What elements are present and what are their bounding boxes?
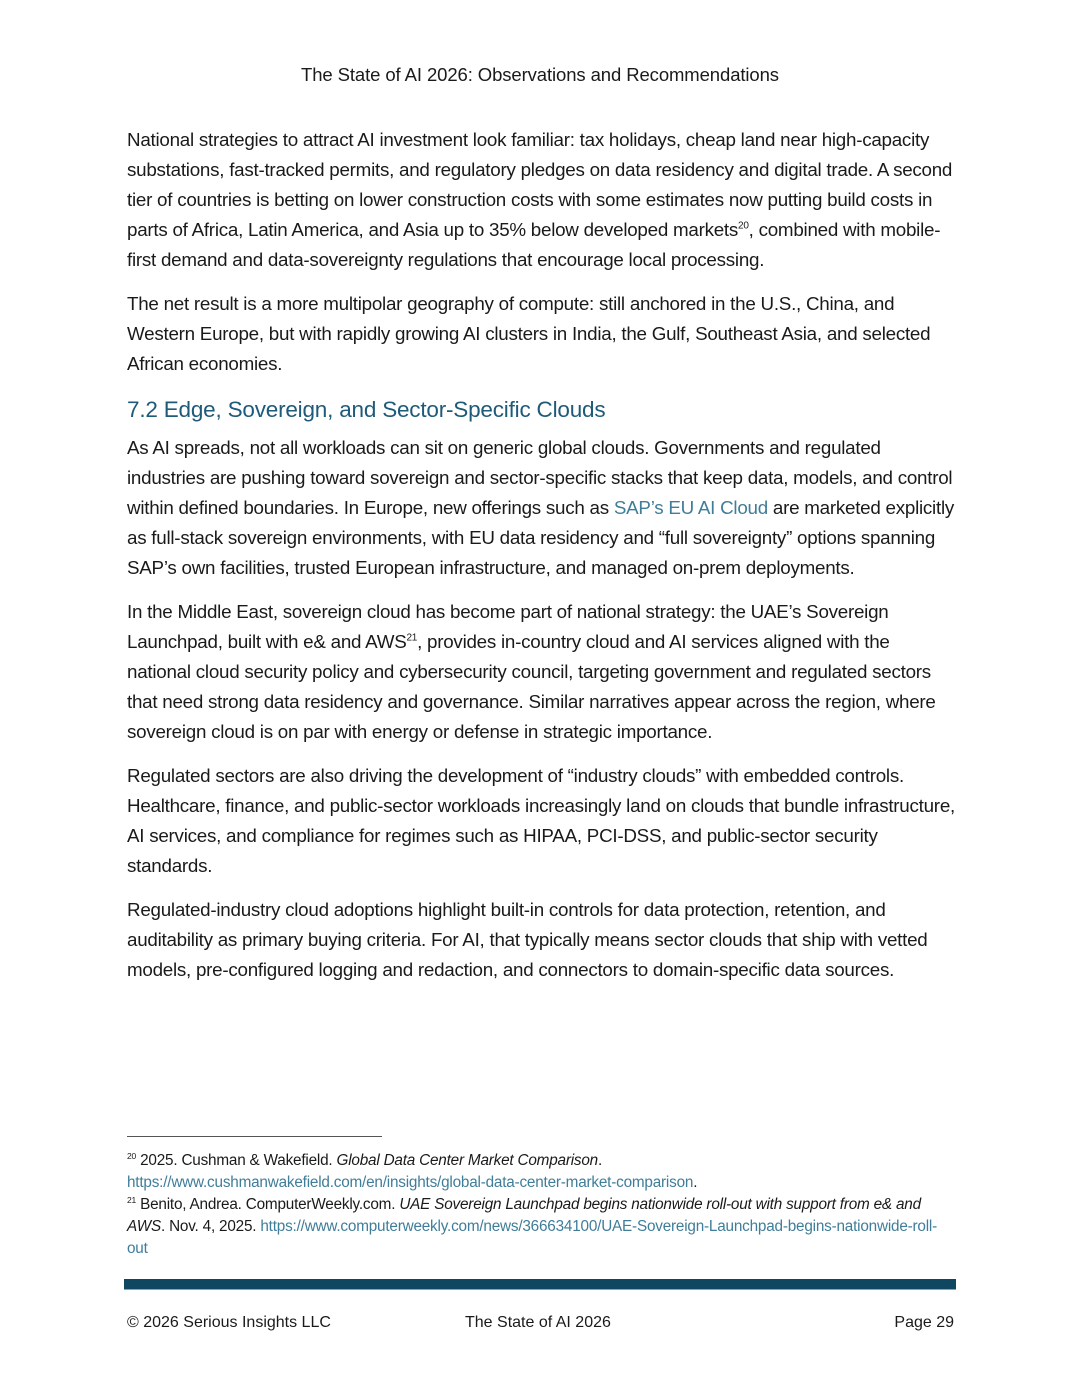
- footnote-title: UAE Sovereign Launchpad begins nationwide roll-out with support from e& and AWS: [127, 1196, 921, 1235]
- paragraph-multipolar-geography: The net result is a more multipolar geography of compute: still anchored in the U.S., China, and Western Europe, but with rapidly growing AI clusters in India, the Gulf, Southeast Asia, and selected African economies.: [127, 293, 931, 374]
- footnote-number: 20: [127, 1150, 137, 1161]
- footnote-text: .: [597, 1152, 603, 1169]
- footnote-text: .: [693, 1174, 698, 1191]
- paragraph-industry-clouds: Regulated sectors are also driving the development of “industry clouds” with embedded controls. Healthcare, finance, and public-sector workloads increasingly land on clouds that bundle infrastructure, AI services, and compliance for regimes such as HIPAA, PCI-DSS, and public-sector security standards.: [127, 765, 955, 876]
- footnote-ref-21[interactable]: 21: [406, 632, 418, 644]
- paragraph-text: are marketed explicitly as full-stack sovereign environments, with EU data residency and “full sovereignty” options spanning SAP’s own facilities, trusted European infrastructure, and managed on-prem deployments.: [127, 497, 955, 578]
- footnote-text: Benito, Andrea. ComputerWeekly.com.: [136, 1196, 400, 1213]
- body-content: [127, 125, 957, 999]
- section-heading: 7.2 Edge, Sovereign, and Sector-Specific Clouds: [127, 397, 606, 422]
- footnote-separator: [127, 1136, 382, 1137]
- footnote-21: [127, 1194, 957, 1260]
- sap-eu-ai-cloud-link[interactable]: SAP’s EU AI Cloud: [613, 497, 768, 518]
- paragraph-middle-east: [127, 597, 957, 747]
- paragraph-sovereign-clouds: [127, 433, 957, 583]
- paragraph-regulated-adoptions: Regulated-industry cloud adoptions highlight built-in controls for data protection, retention, and auditability as primary buying criteria. For AI, that typically means sector clouds that ship with vetted models, pre-configured logging and redaction, and connectors to domain-specific data sources.: [127, 899, 928, 980]
- paragraph-text: National strategies to attract AI investment look familiar: tax holidays, cheap land near high-capacity substations, fast-tracked permits, and regulatory pledges on data residency and digital trade. A second tier of countries is betting on lower construction costs with some estimates now putting build costs in parts of Africa, Latin America, and Asia up to 35% below developed markets: [127, 129, 953, 240]
- footnote-21-url-link[interactable]: https://www.computerweekly.com/news/366634100/UAE-Sovereign-Launchpad-begins-nationwide-roll-out: [127, 1218, 938, 1257]
- paragraph-text: As AI spreads, not all workloads can sit on generic global clouds. Governments and regulated industries are pushing toward sovereign and sector-specific stacks that keep data, models, and control within defined boundaries. In Europe, new offerings such as: [127, 437, 953, 518]
- paragraph-text: , provides in-country cloud and AI services aligned with the national cloud security policy and cybersecurity council, targeting government and regulated sectors that need strong data residency and governance. Similar narratives appear across the region, where sovereign cloud is on par with energy or defense in strategic importance.: [127, 631, 936, 742]
- footer-divider-bar: [124, 1279, 956, 1290]
- paragraph-text: , combined with mobile-first demand and data-sovereignty regulations that encourage local processing.: [127, 219, 941, 270]
- footer-copyright: © 2026 Serious Insights LLC: [127, 1314, 331, 1331]
- paragraph-text: In the Middle East, sovereign cloud has become part of national strategy: the UAE’s Sovereign Launchpad, built with e& and AWS: [127, 601, 889, 652]
- footnote-20-url-link[interactable]: https://www.cushmanwakefield.com/en/insights/global-data-center-market-comparison: [127, 1174, 694, 1191]
- footnote-title: Global Data Center Market Comparison: [336, 1152, 598, 1169]
- footnote-text: 2025. Cushman & Wakefield.: [136, 1152, 337, 1169]
- footer-doc-title: The State of AI 2026: [465, 1314, 611, 1331]
- footnotes: [127, 1150, 957, 1260]
- footnote-ref-20[interactable]: 20: [738, 220, 749, 232]
- footnote-number: 21: [127, 1194, 137, 1205]
- running-header: The State of AI 2026: Observations and Recommendations: [301, 64, 779, 85]
- footer-page-number: Page 29: [894, 1314, 954, 1331]
- paragraph-investment-strategies: [127, 125, 957, 275]
- footnote-text: . Nov. 4, 2025.: [160, 1218, 261, 1235]
- footnote-20: [127, 1150, 957, 1194]
